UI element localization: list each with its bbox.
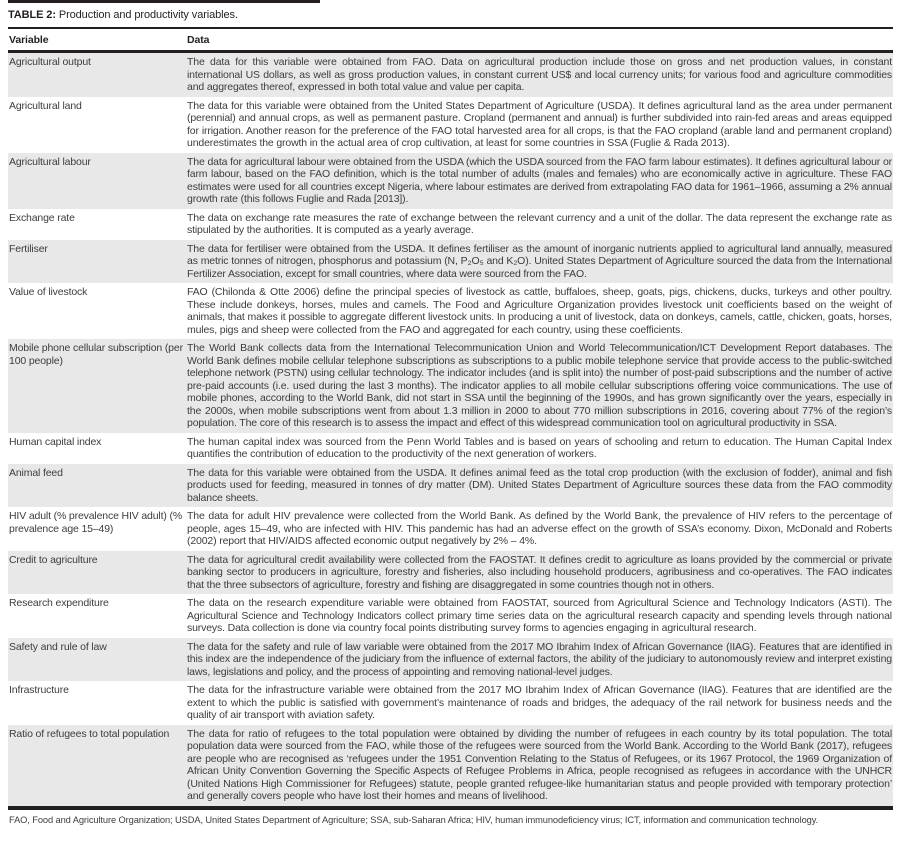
variable-cell: Infrastructure (9, 684, 69, 696)
table-row (8, 209, 893, 240)
table-row (8, 339, 893, 433)
data-cell: The data for fertiliser were obtained from the USDA. It defines fertiliser as the amount of inorganic nutrients applied to agricultural land annually, measured as metric tonnes of nitrogen, phosphorus and potassium (N, P₂O₅ and K₂O). United States Department of Agriculture sourced the data from the International Fertilizer Association, except for small countries, where data were sourced from the FAO. (187, 242, 892, 280)
data-cell: The data for agricultural labour were obtained from the USDA (which the USDA sourced from the FAO farm labour estimates). It defines agricultural labour or farm labour, based on the FAO definition, which is the total number of adults (males and females) who are economically active in agriculture. These FAO estimates were used for all countries except Nigeria, where labour estimates are derived from extrapolating FAO data for 1961–1966, assuming a 2% annual growth rate (this follows Fuglie and Rada [2013]). (187, 155, 892, 205)
table-row (8, 551, 893, 595)
table-row (8, 433, 893, 464)
table-row (8, 594, 893, 638)
table-row (8, 681, 893, 725)
data-cell: The data for agricultural credit availability were collected from the FAOSTAT. It defines credit to agriculture as loans provided by the commercial or private banking sector to producers in agriculture, forestry and fisheries, also including household producers, agribusiness and co-operatives. The FAO indicates that the three subsectors of agriculture, forestry and fishing are disaggregated in some countries though not in others. (187, 553, 892, 591)
table-number-label: TABLE 2: (8, 9, 56, 21)
data-cell: The data for this variable were obtained from the United States Department of Agriculture (USDA). It defines agricultural land as the area under permanent (perennial) and annual crops, as well as permanent pasture. Cropland (permanent and annual) is further subdivided into rain-fed areas and areas equipped for irrigation. Another reason for the preference of the FAO total harvested area for all crops, is that the FAO cropland (arable land and permanent cropland) underestimates the growth in the actual area of crop cultivation, at least for some countries in SSA (Fuglie & Rada 2013). (187, 99, 892, 149)
data-cell: The data for this variable were obtained from the USDA. It defines animal feed as the total crop production (with the exclusion of fodder), animal and fish products used for feeding, measured in tonnes of dry matter (DM). United States Department of Agriculture sources these data from the FAO commodity balance sheets. (187, 466, 892, 504)
variable-cell: Human capital index (9, 435, 102, 448)
data-cell: FAO (Chilonda & Otte 2006) define the principal species of livestock as cattle, buffaloes, sheep, goats, pigs, chickens, ducks, turkeys and other poultry. These include donkeys, horses, mules and camels. The Food and Agriculture Organization provides livestock unit coefficients based on the weight of animals, that makes it possible to aggregate different livestock units. In producing a unit of livestock, data on donkeys, camels, cattle, chicken, goats, horses, mules, pigs and sheep were collected from the FAO and aggregated for each country, using these coefficients. (187, 286, 892, 336)
table-row (8, 283, 893, 339)
table-row (8, 53, 893, 97)
table-row (8, 507, 893, 551)
variable-cell: HIV adult (% prevalence HIV adult) (% prevalence age 15–49) (9, 510, 183, 535)
column-header-variable: Variable (9, 34, 49, 46)
table-row (8, 638, 893, 682)
variable-cell: Ratio of refugees to total population (9, 727, 170, 740)
variable-cell: Agricultural labour (9, 155, 91, 168)
table-body (8, 53, 893, 806)
variable-cell: Agricultural land (9, 99, 82, 112)
column-header-data: Data (187, 34, 210, 46)
table-row (8, 725, 893, 806)
variable-cell: Value of livestock (9, 286, 88, 298)
data-cell: The data on the research expenditure variable were obtained from FAOSTAT, sourced from Agricultural Science and Technology Indicators (ASTI). The Agricultural Science and Technology Indicators collect primary time series data on the agricultural research capacity and spending levels through national surveys. Data collection is done via country focal points distributing survey forms to agencies engaging in agricultural research. (187, 597, 892, 634)
variable-cell: Agricultural output (9, 56, 91, 68)
variable-cell: Exchange rate (9, 211, 75, 224)
table-row (8, 97, 893, 153)
table-caption (8, 3, 893, 27)
table-row (8, 240, 893, 284)
variable-cell: Mobile phone cellular subscription (per 100 people) (9, 342, 183, 367)
variable-cell: Credit to agriculture (9, 553, 98, 566)
table-row (8, 464, 893, 508)
variable-cell: Safety and rule of law (9, 640, 107, 653)
data-cell: The data for this variable were obtained from FAO. Data on agricultural production include those on gross and net production values, in constant international US dollars, as well as gross production values, in constant current US$ and local currency units; for various food and agriculture commodities and aggregates thereof, expressed in both total value and value per capita. (187, 56, 892, 93)
data-cell: The data for the infrastructure variable were obtained from the 2017 MO Ibrahim Index of African Governance (IIAG). Features that are identified are the extent to which the public is satisfied with government’s maintenance of roads and bridges, the adequacy of the rail network for business needs and the quality of air transport with aviation safety. (187, 684, 892, 721)
table-footnote: FAO, Food and Agriculture Organization; USDA, United States Department of Agriculture; SSA, sub-Saharan Africa; HIV, human immunodeficiency virus; ICT, information and communication technology. (9, 814, 819, 825)
variable-cell: Research expenditure (9, 597, 109, 609)
table-row (8, 153, 893, 209)
data-cell: The World Bank collects data from the International Telecommunication Union and World Telecommunication/ICT Development Report databases. The World Bank defines mobile cellular telephone subscriptions as subscriptions to a public mobile telephone service that provide access to the public-switched telephone network (PSTN) using cellular technology. The indicator includes (and is split into) the number of post-paid subscriptions and the number of active pre-paid accounts (i.e. used during the last 3 months). The indicator applies to all mobile cellular subscriptions offering voice communications. The use of mobile phones, according to the World Bank, did not start in SSA until the beginning of the 1990s, and has grown significantly over the years, especially in the 2000s, when mobile subscriptions went from about 1.3 million in 2000 to about 770 million subscriptions in 2016, covering about 77% of the region’s population. The core of this research is to assess the impact and effect of this widespread communication tool on agricultural productivity in SSA. (187, 342, 892, 429)
table-header-row (8, 29, 893, 50)
data-cell: The data for ratio of refugees to the total population were obtained by dividing the number of refugees in each country by its total population. The total population data were sourced from the FAO, while those of the refugees were sourced from the World Bank. According to the World Bank (2017), refugees are people who are recognised as ‘refugees under the 1951 Convention Relating to the Status of Refugees, or its 1967 Protocol, the 1969 Organization of African Unity Convention Governing the Specific Aspects of Refugee Problems in Africa, people recognised as refugees in accordance with the UNHCR (United Nations High Commissioner for Refugees) statute, people granted refugee-like humanitarian status and people provided with temporary protection’ and generally covers people who have lost their homes and means of livelihood. (187, 727, 892, 802)
variable-cell: Fertiliser (9, 242, 48, 255)
table-title-text: Production and productivity variables. (55, 9, 238, 21)
variable-cell: Animal feed (9, 466, 63, 479)
data-cell: The human capital index was sourced from the Penn World Tables and is based on years of schooling and return to education. The Human Capital Index quantifies the contribution of education to the productivity of the next generation of workers. (187, 435, 892, 460)
data-cell: The data for adult HIV prevalence were collected from the World Bank. As defined by the World Bank, the prevalence of HIV refers to the percentage of people, ages 15–49, who are infected with HIV. This pandemic has had an adverse effect on the growth of SSA’s economy. Dixon, McDonald and Roberts (2002) report that HIV/AIDS affected economic output negatively by 2% – 4%. (187, 510, 892, 547)
data-cell: The data on exchange rate measures the rate of exchange between the relevant currency and a unit of the dollar. The data represent the exchange rate as stipulated by the authorities. It is computed as a yearly average. (187, 211, 892, 236)
data-cell: The data for the safety and rule of law variable were obtained from the 2017 MO Ibrahim Index of African Governance (IIAG). Features that are identified in this index are the independence of the judiciary from the influence of external factors, the ability of the judiciary to autonomously review and interpret existing laws, legislations and policy, and the process of appointing and removing national-level judges. (187, 640, 892, 678)
